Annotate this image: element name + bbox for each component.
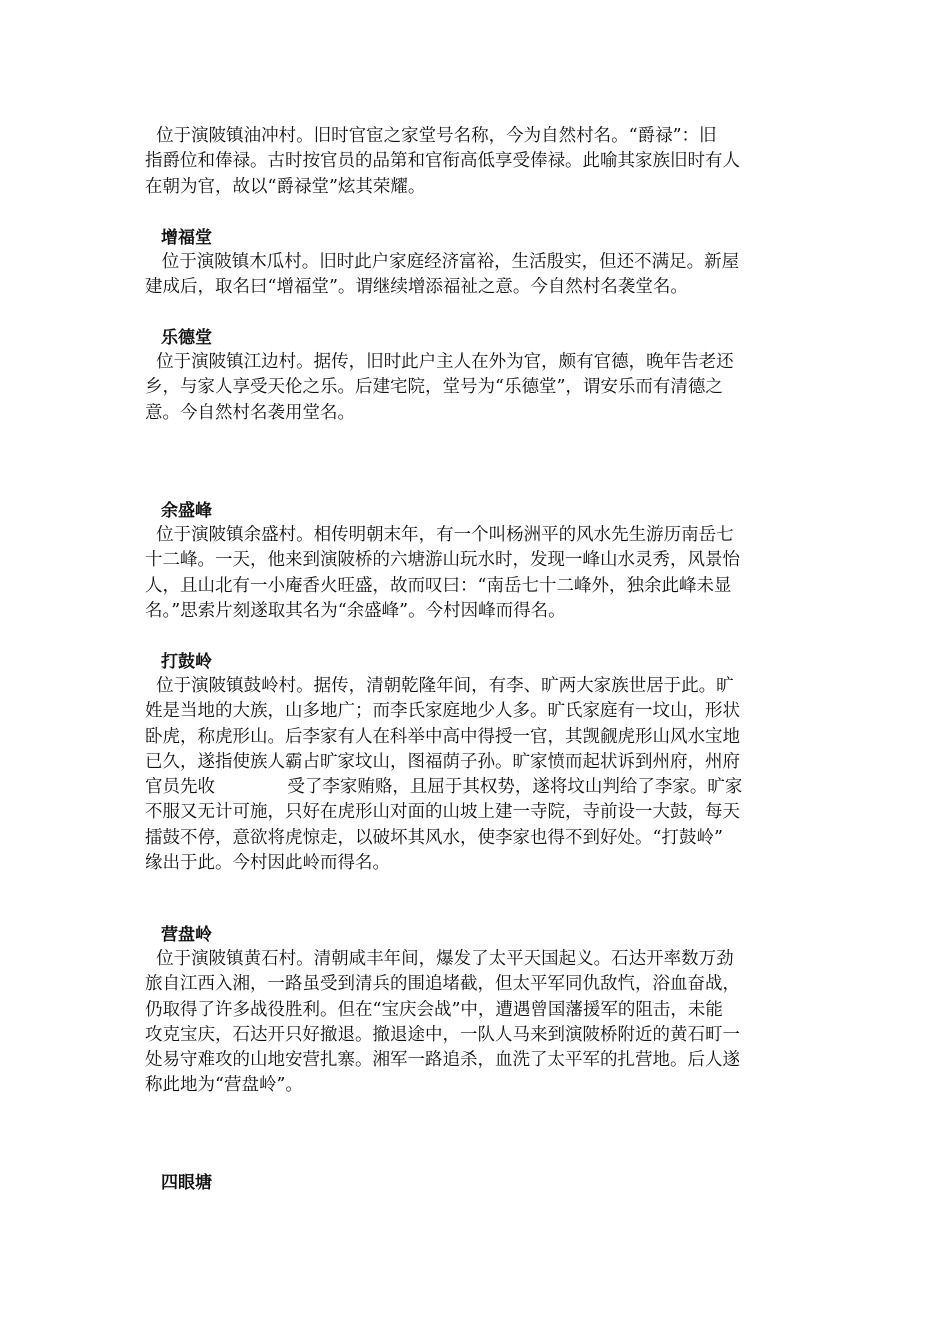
paragraph-line: 姓是当地的大族，山多地广；而李氏家庭地少人多。旷氏家庭有一坟山，形状 xyxy=(145,701,740,722)
paragraph-line: 不服又无计可施，只好在虎形山对面的山坡上建一寺院，寺前设一大鼓，每天 xyxy=(145,802,740,823)
entry-da-gu-ling xyxy=(145,650,805,876)
paragraph-line: 位于演陂镇江边村。据传，旧时此户主人在外为官，颇有官德，晚年告老还 xyxy=(145,352,734,372)
paragraph-line: 名。”思索片刻遂取其名为“余盛峰”。今村因峰而得名。 xyxy=(145,600,566,621)
paragraph-line: 位于演陂镇余盛村。相传明朝末年，有一个叫杨洲平的风水先生游历南岳七 xyxy=(145,525,734,545)
paragraph-line: 乡，与家人享受天伦之乐。后建宅院，堂号为“乐德堂”，谓安乐而有清德之 xyxy=(145,377,723,398)
paragraph-line: 位于演陂镇木瓜村。旧时此户家庭经济富裕，生活殷实，但还不满足。新屋 xyxy=(145,252,740,272)
paragraph-line: 擂鼓不停，意欲将虎惊走，以破坏其风水，使李家也得不到好处。“打鼓岭” xyxy=(145,827,723,848)
section-heading: 乐德堂 xyxy=(161,328,212,348)
paragraph-line: 位于演陂镇油冲村。旧时官宦之家堂号名称，今为自然村名。“爵禄”：旧 xyxy=(145,126,717,146)
paragraph-line: 建成后，取名曰“增福堂”。谓继续增添福祉之意。今自然村名袭堂名。 xyxy=(145,277,688,298)
paragraph-line: 称此地为“营盘岭”。 xyxy=(145,1075,303,1096)
paragraph-line: 在朝为官，故以“爵禄堂”炫其荣耀。 xyxy=(145,176,426,197)
paragraph-line: 卧虎，称虎形山。后李家有人在科举中高中得授一官，其觊觎虎形山风水宝地 xyxy=(145,726,740,747)
paragraph-line: 攻克宝庆，石达开只好撤退。撤退途中，一队人马来到演陂桥附近的黄石町一 xyxy=(145,1024,740,1045)
entry-le-de-tang xyxy=(145,326,805,426)
section-heading: 增福堂 xyxy=(161,228,212,248)
entry-jue-lu-tang xyxy=(145,124,805,200)
section-heading: 余盛峰 xyxy=(161,501,212,521)
paragraph-line: 处易守难攻的山地安营扎寨。湘军一路追杀，血洗了太平军的扎营地。后人遂 xyxy=(145,1050,740,1071)
paragraph-line: 缘出于此。今村因此岭而得名。 xyxy=(145,853,390,874)
section-heading: 营盘岭 xyxy=(161,925,212,945)
paragraph-line: 位于演陂镇黄石村。清朝咸丰年间，爆发了太平天国起义。石达开率数万劲 xyxy=(145,949,734,969)
paragraph-line: 位于演陂镇鼓岭村。据传，清朝乾隆年间，有李、旷两大家族世居于此。旷 xyxy=(145,676,734,696)
paragraph-line: 指爵位和俸禄。古时按官员的品第和官衔高低享受俸禄。此喻其家族旧时有人 xyxy=(145,151,740,172)
paragraph-line: 已久，遂指使族人霸占旷家坟山，图福荫子孙。旷家愤而起状诉到州府，州府 xyxy=(145,751,740,772)
paragraph-line: 官员先收 受了李家贿赂，且屈于其权势，遂将坟山判给了李家。旷家 xyxy=(145,777,743,798)
paragraph-line: 旅自江西入湘，一路虽受到清兵的围追堵截，但太平军同仇敌忾，浴血奋战， xyxy=(145,974,740,995)
entry-yu-sheng-feng xyxy=(145,499,805,624)
entry-ying-pan-ling xyxy=(145,923,805,1099)
paragraph-line: 意。今自然村名袭用堂名。 xyxy=(145,402,355,423)
entry-zeng-fu-tang xyxy=(145,226,805,301)
paragraph-line: 人，且山北有一小庵香火旺盛，故而叹曰：“南岳七十二峰外，独余此峰未显 xyxy=(145,575,732,596)
section-heading: 四眼塘 xyxy=(161,1173,212,1193)
paragraph-line: 十二峰。一天，他来到演陂桥的六塘游山玩水时，发现一峰山水灵秀，风景怡 xyxy=(145,550,740,571)
section-heading: 打鼓岭 xyxy=(161,652,212,672)
paragraph-line: 仍取得了许多战役胜利。但在“宝庆会战”中，遭遇曾国藩援军的阻击，未能 xyxy=(145,999,723,1020)
entry-si-yan-tang xyxy=(145,1171,805,1195)
